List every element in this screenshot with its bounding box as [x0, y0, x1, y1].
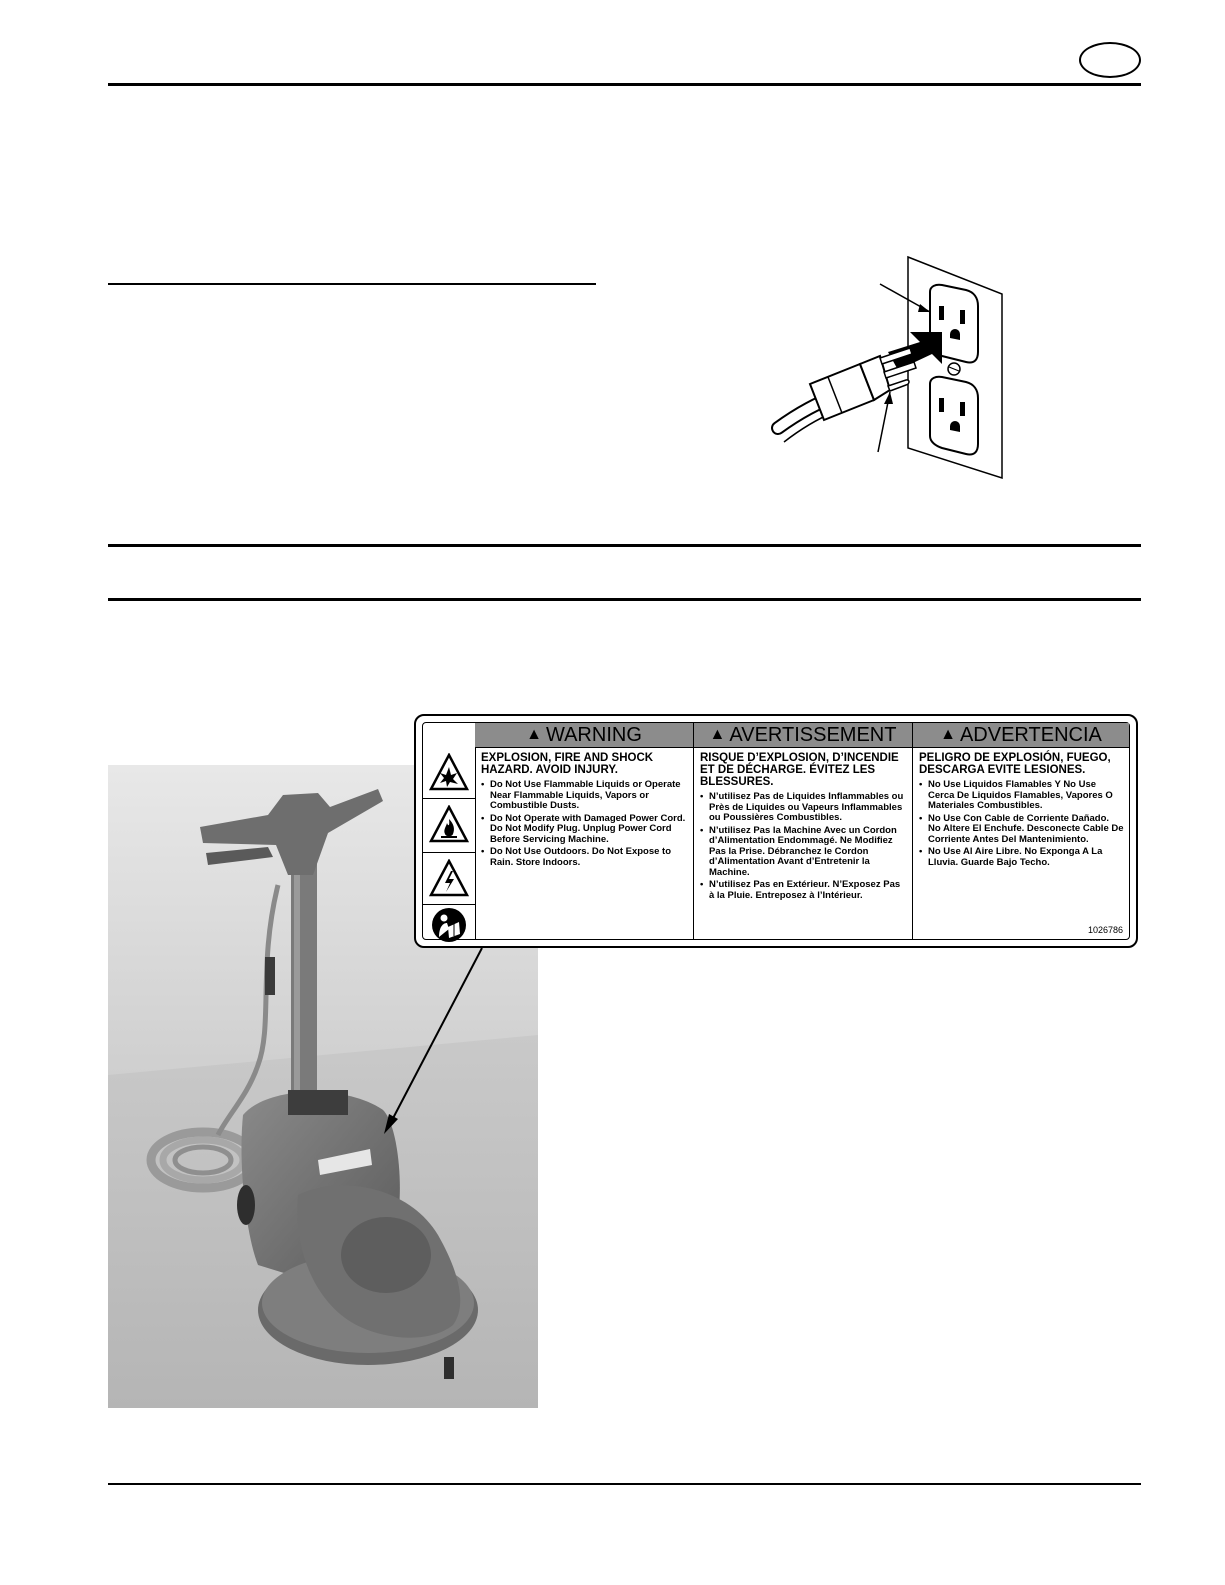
section-rule-top	[108, 544, 1141, 547]
decal-part-number: 1026786	[1087, 925, 1123, 935]
decal-icon-column	[423, 723, 476, 939]
hazard-statement: EXPLOSION, FIRE AND SHOCK HAZARD. AVOID INJURY.	[481, 752, 654, 776]
decal-column-english	[475, 723, 694, 939]
warning-item: • N’utilisez Pas la Machine Avec un Cordon d’Alimentation Endommagé. Ne Modifiez Pas la Prise. Débranchez le Cordon d’Alimentation Avant d’Entretenir la Machine.	[700, 826, 907, 879]
warning-item: • No Use Liquidos Flamables Y No Use Cerca De Liquidos Flamables, Vapores O Materiales Combustibles.	[919, 780, 1124, 812]
decal-header-french: ▲ AVERTISSEMENT	[694, 723, 912, 748]
header-rule	[108, 83, 1141, 86]
decal-frame	[422, 722, 1130, 940]
warning-item: • No Use Con Cable de Corriente Dañado. No Altere El Enchufe. Desconecte Cable De Corriente Antes Del Mantenimiento.	[919, 814, 1124, 846]
read-manual-icon	[423, 905, 475, 943]
section-rule-bottom	[108, 598, 1141, 601]
warning-item: • N’utilisez Pas en Extérieur. N’Exposez Pas à la Pluie. Entreposez à l’Intérieur.	[700, 880, 907, 901]
warning-triangle-icon: ▲	[709, 726, 726, 743]
warning-item: • Do Not Use Flammable Liquids or Operate Near Flammable Liquids, Vapors or Combustible Dusts.	[481, 780, 688, 812]
hazard-statement: RISQUE D’EXPLOSION, D’INCENDIE ET DE DÉCHARGE. ÉVITEZ LES BLESSURES.	[700, 752, 899, 788]
decal-header-spanish: ▲ ADVERTENCIA	[913, 723, 1129, 748]
warning-item: • Do Not Operate with Damaged Power Cord. Do Not Modify Plug. Unplug Power Cord Before Servicing Machine.	[481, 814, 688, 846]
safety-warning-decal	[414, 714, 1138, 948]
section-heading-underline	[108, 283, 596, 285]
decal-pointer-line	[380, 946, 490, 1136]
warning-item: • No Use Al Aire Libre. No Exponga A La Lluvia. Guarde Bajo Techo.	[919, 847, 1124, 868]
language-indicator-oval	[1079, 42, 1141, 78]
decal-column-french	[694, 723, 913, 939]
warning-item: • Do Not Use Outdoors. Do Not Expose to Rain. Store Indoors.	[481, 847, 688, 868]
fire-icon	[423, 799, 475, 853]
electric-shock-icon	[423, 853, 475, 905]
decal-column-spanish	[913, 723, 1129, 939]
footer-rule	[108, 1483, 1141, 1485]
grounded-outlet-illustration	[770, 252, 1010, 484]
warning-item: • N’utilisez Pas de Liquides Inflammables ou Près de Liquides ou Vapeurs Inflammables ou Poussières Combustibles.	[700, 792, 907, 824]
explosion-icon	[423, 747, 475, 799]
warning-triangle-icon: ▲	[526, 726, 542, 743]
hazard-statement: PELIGRO DE EXPLOSIÓN, FUEGO, DESCARGA EVITE LESIONES.	[919, 752, 1111, 776]
decal-header-english: ▲ WARNING	[475, 723, 693, 748]
warning-triangle-icon: ▲	[940, 726, 956, 743]
